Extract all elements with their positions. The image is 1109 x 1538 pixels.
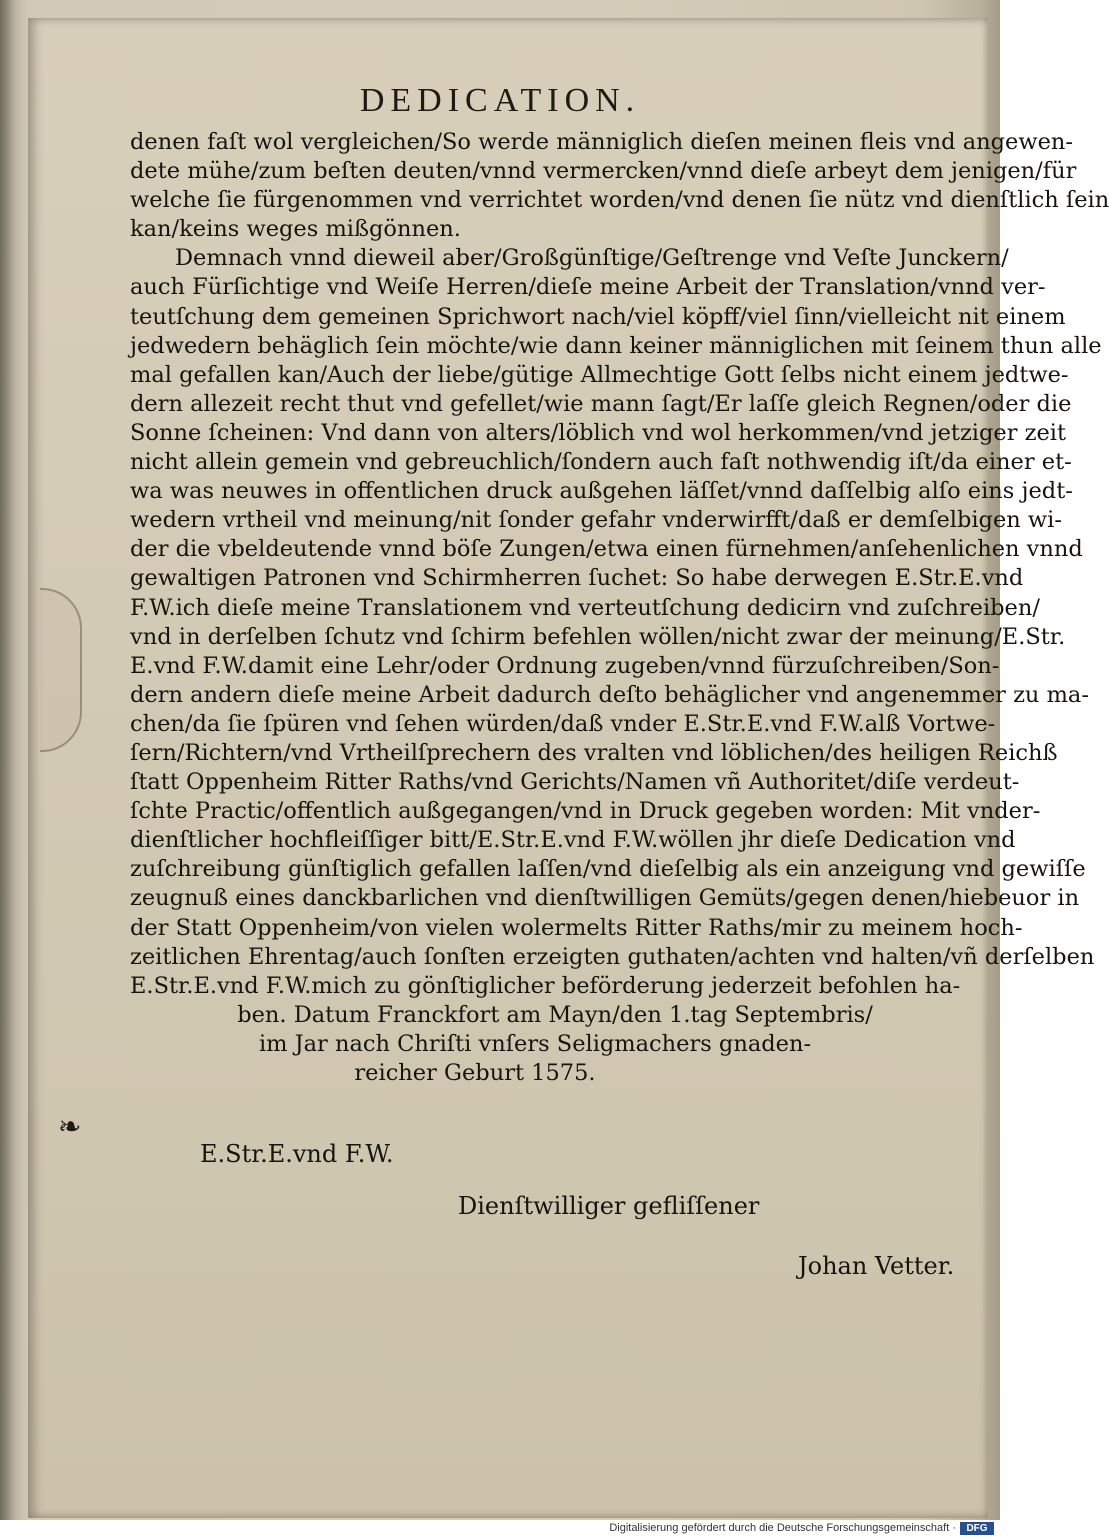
text-line: Sonne ſcheinen: Vnd dann von alters/löblich vnd wol herkommen/vnd jetziger zeit	[130, 419, 1067, 446]
text-line: chen/da ſie ſpüren vnd ſehen würden/daß vnder E.Str.E.vnd F.W.alß Vortwe-	[130, 710, 996, 737]
closing-line: im Jar nach Chriſti vnſers Seligmachers gnaden-	[258, 1030, 812, 1057]
closing-phrase: Dienſtwilliger gefliſſener	[458, 1192, 760, 1220]
text-line: dern allezeit recht thut vnd gefellet/wie mann ſagt/Er laſſe gleich Regnen/oder die	[130, 390, 1072, 417]
text-line: E.vnd F.W.damit eine Lehr/oder Ordnung zugeben/vnnd fürzuſchreiben/Son-	[130, 652, 1000, 679]
text-line: ſern/Richtern/vnd Vrtheilſprechern des vralten vnd löblichen/des heiligen Reichß	[130, 739, 1058, 766]
text-line: Demnach vnnd dieweil aber/Großgünſtige/Geſtrenge vnd Veſte Junckern/	[175, 245, 1009, 272]
text-line: mal gefallen kan/Auch der liebe/gütige Allmechtige Gott ſelbs nicht einem jedtwe-	[130, 361, 1069, 388]
text-line: ſtatt Oppenheim Ritter Raths/vnd Gerichts/Namen vñ Authoritet/diſe verdeut-	[130, 769, 1020, 796]
dedication-text	[130, 128, 1109, 1088]
text-line: F.W.ich dieſe meine Translationem vnd verteutſchung dedicirn vnd zuſchreiben/	[130, 594, 1040, 621]
signature: Johan Vetter.	[798, 1252, 955, 1280]
dfg-logo: DFG	[960, 1522, 994, 1535]
text-line: gewaltigen Patronen vnd Schirmherren ſuchet: So habe derwegen E.Str.E.vnd	[130, 565, 1024, 592]
text-line: teutſchung dem gemeinen Sprichwort nach/viel köpff/viel ſinn/vielleicht nit einem	[130, 303, 1066, 330]
text-line: welche ſie fürgenommen vnd verrichtet worden/vnd denen ſie nütz vnd dienſtlich ſein	[130, 187, 1109, 214]
text-line: dete mühe/zum beſten deuten/vnnd vermercken/vnnd dieſe arbeyt dem jenigen/für	[130, 158, 1077, 185]
footer-credit: Digitalisierung gefördert durch die Deutsche Forschungsgemeinschaft ·	[609, 1522, 956, 1534]
text-line: nicht allein gemein vnd gebreuchlich/ſondern auch faſt nothwendig iſt/da einer et-	[130, 449, 1072, 476]
text-line: vnd in derſelben ſchutz vnd ſchirm befehlen wöllen/nicht zwar der meinung/E.Str.	[130, 623, 1066, 650]
text-line: dienſtlicher hochfleiſſiger bitt/E.Str.E.vnd F.W.wöllen jhr dieſe Dedication vnd	[130, 827, 1016, 854]
closing-line: ben. Datum Franckfort am Mayn/den 1.tag Septembris/	[237, 1001, 873, 1028]
text-line: denen faſt wol vergleichen/So werde männiglich dieſen meinen fleis vnd angewen-	[130, 129, 1074, 155]
salutation: E.Str.E.vnd F.W.	[200, 1140, 394, 1168]
running-head: DEDICATION.	[359, 82, 641, 119]
fleuron-ornament-icon: ❧	[58, 1110, 82, 1143]
text-line: der Statt Oppenheim/von vielen wolermelts Ritter Raths/mir zu meinem hoch-	[130, 914, 1023, 941]
text-line: E.Str.E.vnd F.W.mich zu gönſtiglicher beförderung jederzeit befohlen ha-	[130, 972, 961, 999]
page-tab-mark	[40, 588, 82, 752]
footer-bar	[0, 1520, 1000, 1538]
text-line: zeugnuß eines danckbarlichen vnd dienſtwilligen Gemüts/gegen denen/hiebeuor in	[130, 885, 1080, 912]
text-line: zuſchreibung günſtiglich gefallen laſſen/vnd dieſelbig als ein anzeigung vnd gewiſſe	[130, 856, 1086, 883]
text-line: kan/keins weges mißgönnen.	[130, 216, 461, 243]
text-line: der die vbeldeutende vnnd böſe Zungen/etwa einen fürnehmen/anſehenlichen vnnd	[130, 536, 1083, 563]
text-line: ſchte Practic/offentlich außgegangen/vnd in Druck gegeben worden: Mit vnder-	[130, 798, 1041, 825]
text-line: wa was neuwes in offentlichen druck außgehen läſſet/vnnd daſſelbig alſo eins jedt-	[130, 478, 1073, 505]
text-line: dern andern dieſe meine Arbeit dadurch deſto behäglicher vnd angenemmer zu ma-	[130, 681, 1089, 708]
text-line: wedern vrtheil vnd meinung/nit ſonder gefahr vnderwirfft/daß er demſelbigen wi-	[130, 507, 1062, 534]
text-line: zeitlichen Ehrentag/auch ſonſten erzeigten guthaten/achten vnd halten/vñ derſelben	[130, 943, 1095, 970]
text-line: auch Fürſichtige vnd Weiſe Herren/dieſe meine Arbeit der Translation/vnnd ver-	[130, 274, 1046, 301]
closing-line: reicher Geburt 1575.	[354, 1060, 596, 1086]
text-line: jedwedern behäglich ſein möchte/wie dann keiner männiglichen mit ſeinem thun alle	[130, 332, 1102, 359]
